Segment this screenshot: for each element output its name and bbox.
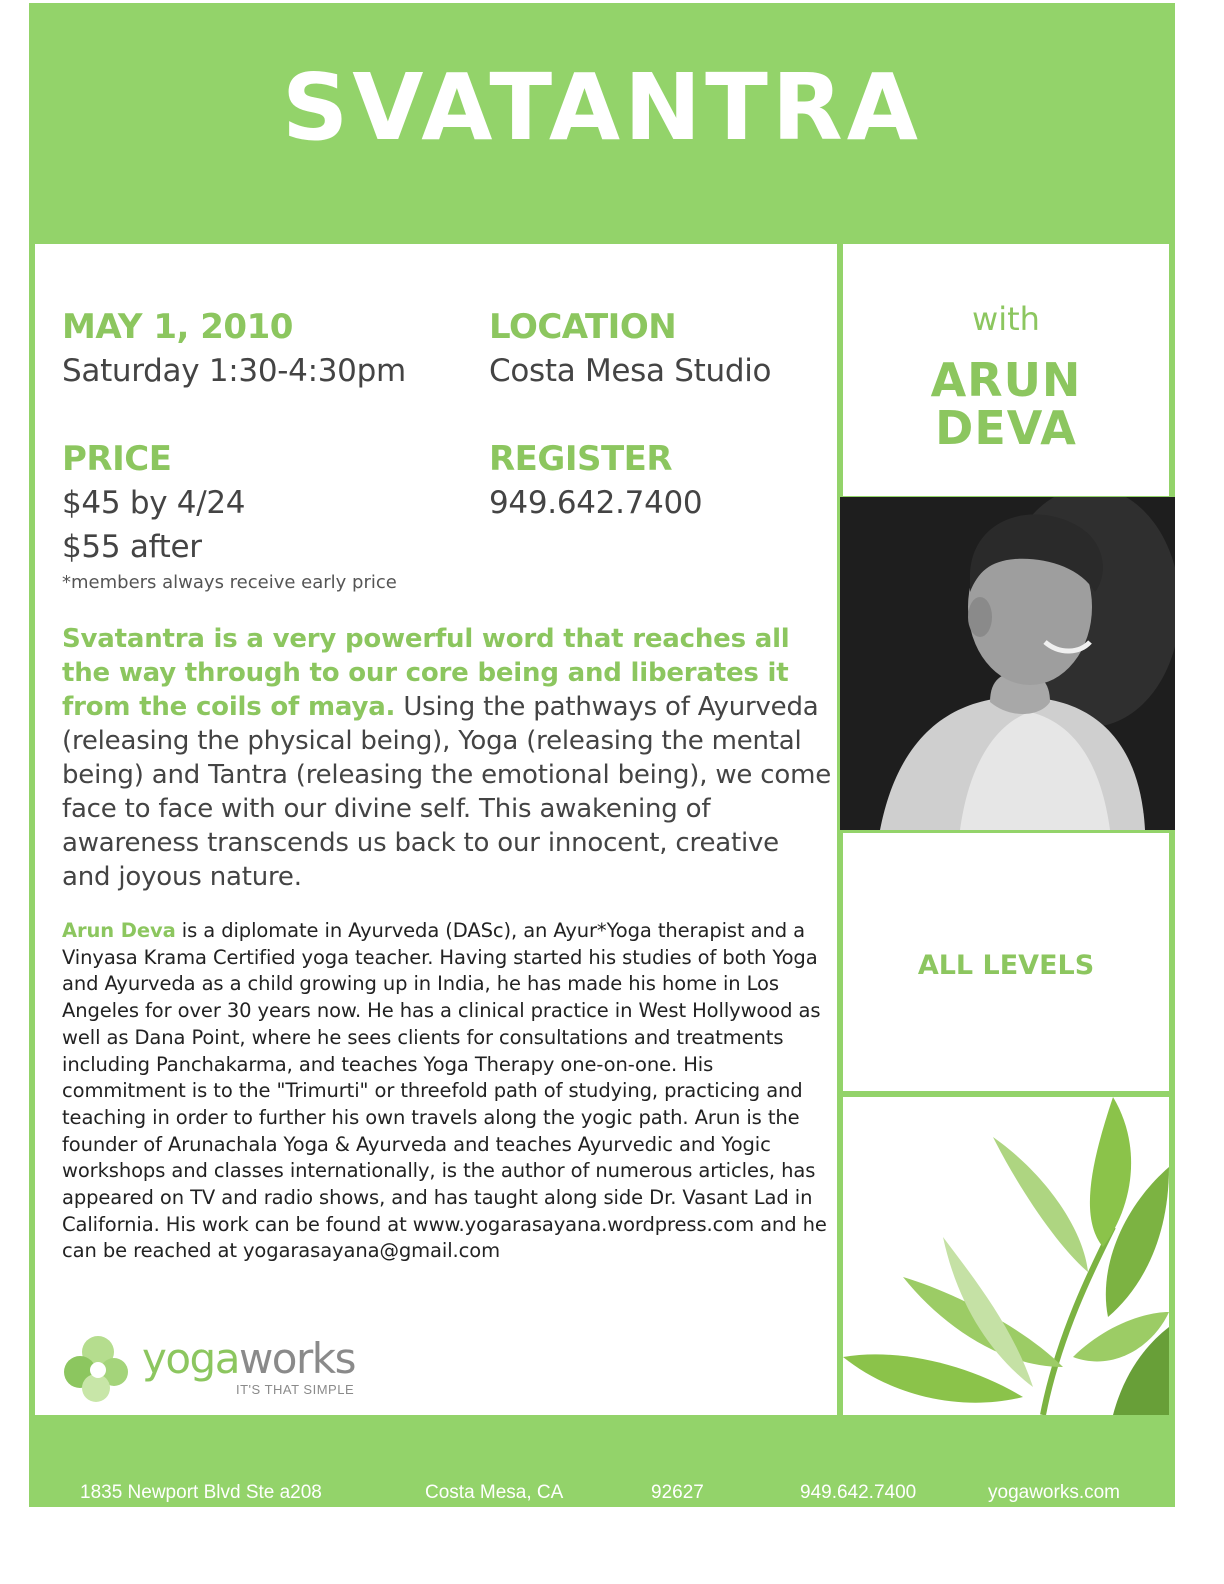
footer-website: yogaworks.com — [988, 1482, 1120, 1503]
teacher-last-name: DEVA — [935, 401, 1077, 455]
logo-swirl-icon — [62, 1332, 134, 1404]
plant-image — [843, 1097, 1169, 1415]
yogaworks-logo — [62, 1332, 392, 1404]
with-label: with — [972, 300, 1040, 338]
time-text: Saturday 1:30-4:30pm — [62, 353, 406, 389]
price-late: $55 after — [62, 529, 202, 565]
footer-address: 1835 Newport Blvd Ste a208 — [80, 1482, 322, 1503]
bio-body: is a diplomate in Ayurveda (DASc), an Ayur*Yoga therapist and a Vinyasa Krama Certified yoga teacher. Having started his studies of both Yoga and Ayurveda as a child growing up in India, he has made his home in Los Angeles for over 30 years now. He has a clinical practice in West Hollywood as well as Dana Point, where he sees clients for consultations and treatments including Panchakarma, and teaches Yoga Therapy one-on-one. His commitment is to the "Trimurti" or threefold path of studying, practicing and teaching in order to further his own travels along the yogic path. Arun is the founder of Arunachala Yoga & Ayurveda and teaches Ayurvedic and Yogic workshops and classes internationally, is the author of numerous articles, has appeared on TV and radio shows, and has taught along side Dr. Vasant Lad in California. His work can be found at www.yogarasayana.wordpress.com and he can be reached at yogarasayana@gmail.com — [62, 919, 827, 1263]
date-heading: MAY 1, 2010 — [62, 307, 293, 347]
teacher-first-name: ARUN — [930, 353, 1082, 407]
register-heading: REGISTER — [489, 439, 673, 479]
teacher-photo-illustration — [840, 497, 1175, 830]
teacher-name — [843, 353, 1169, 455]
plant-illustration — [843, 1097, 1169, 1415]
levels-text: ALL LEVELS — [917, 950, 1095, 981]
location-text: Costa Mesa Studio — [489, 353, 772, 389]
intro-highlight: Svatantra is a very powerful word that reaches all the way through to our core being and liberates it from the coils of maya. — [62, 624, 790, 722]
logo-word-yoga: yoga — [142, 1334, 239, 1383]
footer-zip: 92627 — [651, 1482, 704, 1503]
logo-wordmark — [142, 1334, 355, 1383]
logo-tagline: IT'S THAT SIMPLE — [236, 1382, 355, 1397]
intro-body: Using the pathways of Ayurveda (releasing the physical being), Yoga (releasing the mental being) and Tantra (releasing the emotional being), we come face to face with our divine self. This awakening of awareness transcends us back to our innocent, creative and joyous nature. — [62, 692, 832, 892]
footer-city: Costa Mesa, CA — [425, 1482, 564, 1503]
intro-paragraph — [62, 622, 832, 894]
teacher-photo — [840, 497, 1175, 830]
price-heading: PRICE — [62, 439, 172, 479]
price-early: $45 by 4/24 — [62, 485, 246, 521]
bio-paragraph — [62, 918, 832, 1265]
bio-name: Arun Deva — [62, 919, 176, 942]
location-heading: LOCATION — [489, 307, 677, 347]
logo-word-works: works — [238, 1334, 355, 1383]
page-title: SVATANTRA — [282, 54, 922, 161]
register-phone: 949.642.7400 — [489, 485, 703, 521]
footer-phone: 949.642.7400 — [800, 1482, 917, 1503]
price-note: *members always receive early price — [62, 572, 397, 593]
